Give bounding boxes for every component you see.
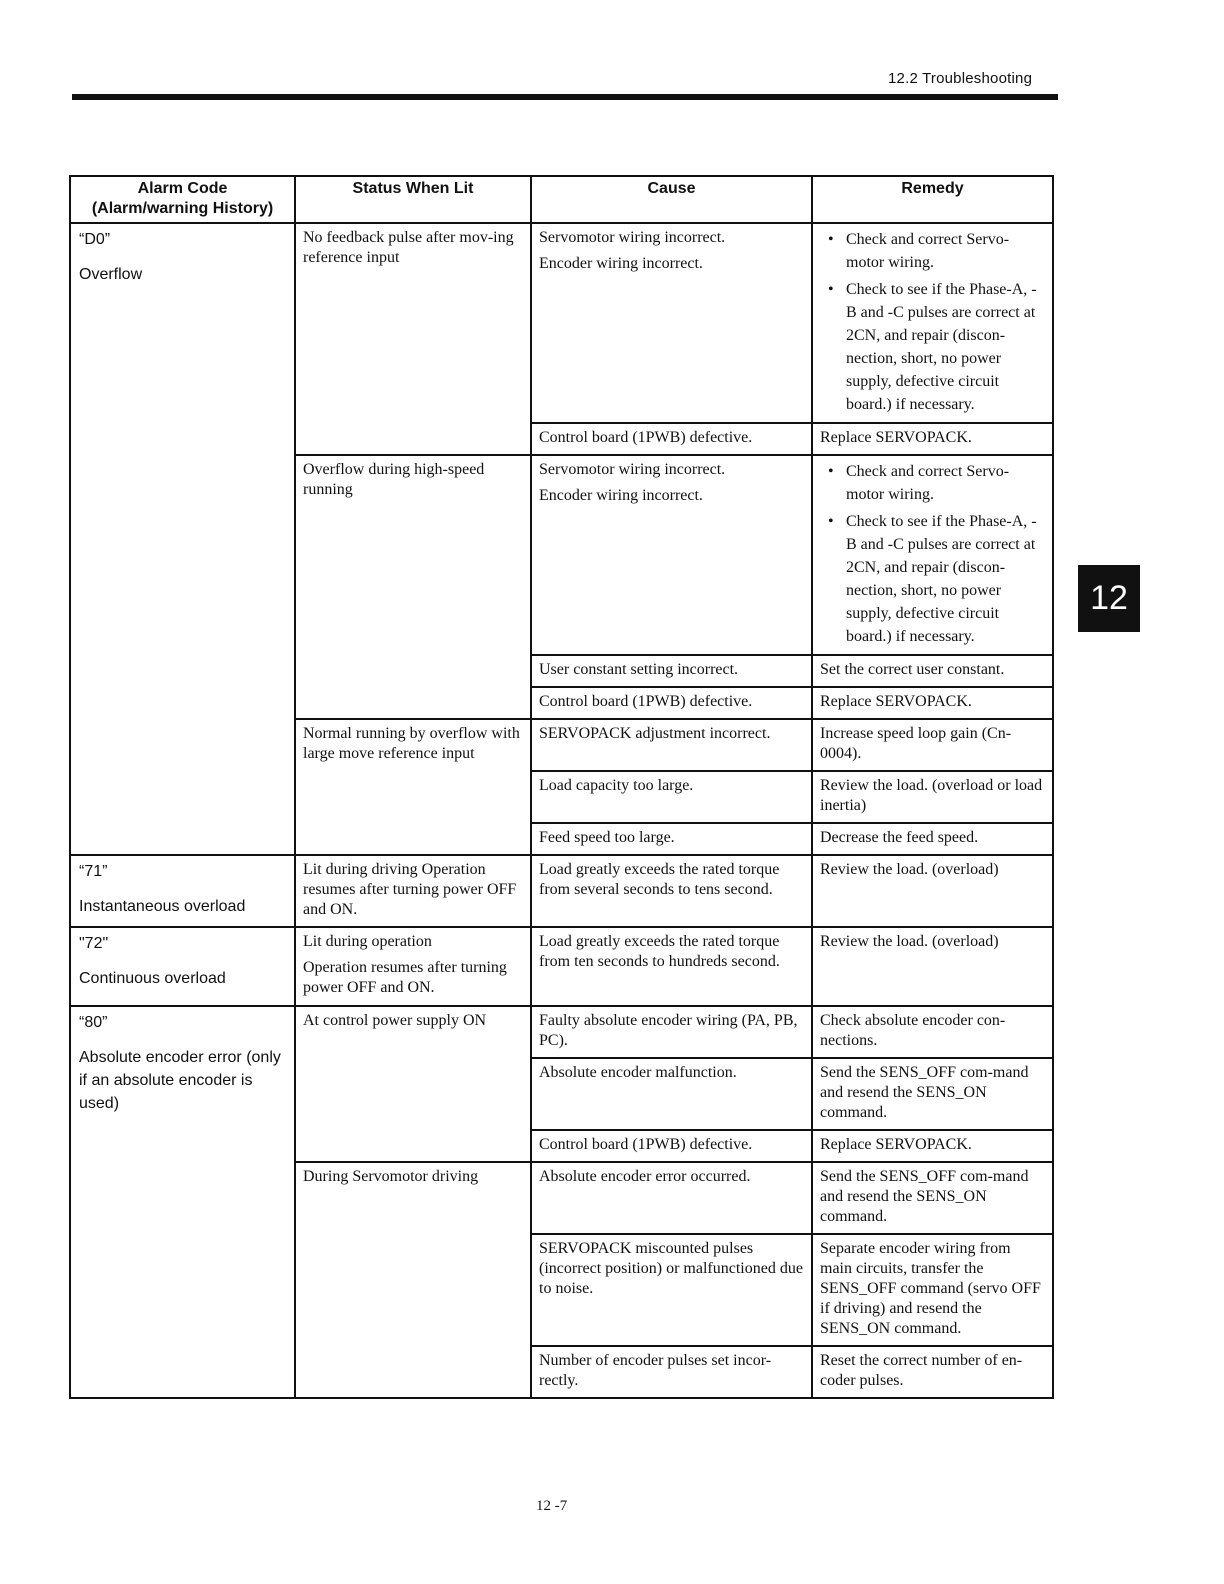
cause-line: Absolute encoder malfunction. xyxy=(539,1064,737,1081)
cause-cell xyxy=(531,855,812,927)
alarm-code: "72" xyxy=(79,935,109,952)
remedy-cell: Replace SERVOPACK. xyxy=(812,423,1053,455)
status-cell xyxy=(295,927,531,1006)
page-number: 12 -7 xyxy=(536,1498,568,1514)
cause-cell xyxy=(531,655,812,687)
remedy-cell: Replace SERVOPACK. xyxy=(812,687,1053,719)
cause-line: Number of encoder pulses set incor-rectly. xyxy=(539,1352,772,1389)
alarm-name: Absolute encoder error (only if an absolute encoder is used) xyxy=(79,1049,281,1112)
remedy-cell: Replace SERVOPACK. xyxy=(812,1130,1053,1162)
cause-line: User constant setting incorrect. xyxy=(539,661,739,678)
cause-cell xyxy=(531,1346,812,1398)
status-cell: Lit during driving Operation resumes after turning power OFF and ON. xyxy=(295,855,531,927)
cause-line: Encoder wiring incorrect. xyxy=(539,255,703,272)
alarm-cell xyxy=(70,1006,295,1398)
cause-line: Load greatly exceeds the rated torque from ten seconds to hundreds second. xyxy=(539,933,780,970)
alarm-cell xyxy=(70,927,295,1006)
status-cell: During Servomotor driving xyxy=(295,1162,531,1398)
remedy-cell: Check absolute encoder con-nections. xyxy=(812,1006,1053,1058)
cause-line: SERVOPACK adjustment incorrect. xyxy=(539,725,771,742)
section-header: 12.2 Troubleshooting xyxy=(888,70,1033,87)
remedy-cell xyxy=(812,223,1053,423)
cause-line: Absolute encoder error occurred. xyxy=(539,1168,751,1185)
alarm-name: Instantaneous overload xyxy=(79,898,246,915)
cause-line: SERVOPACK miscounted pulses (incorrect position) or malfunctioned due to noise. xyxy=(539,1240,803,1297)
alarm-cell xyxy=(70,855,295,927)
remedy-list xyxy=(820,228,1046,416)
alarm-name: Continuous overload xyxy=(79,970,226,987)
status-line: Operation resumes after turning power OFF and ON. xyxy=(303,959,507,996)
remedy-cell: Decrease the feed speed. xyxy=(812,823,1053,855)
cause-cell xyxy=(531,687,812,719)
cause-line: Servomotor wiring incorrect. xyxy=(539,229,726,246)
remedy-bullet: • Check to see if the Phase-A, -B and -C pulses are correct at 2CN, and repair (discon-nection, short, no power supply, defective circuit board.) if necessary. xyxy=(820,510,1046,648)
status-cell: Normal running by overflow with large move reference input xyxy=(295,719,531,855)
cause-cell xyxy=(531,1006,812,1058)
cause-line: Load greatly exceeds the rated torque from several seconds to tens second. xyxy=(539,861,780,898)
cause-column-header: Cause xyxy=(531,176,812,223)
chapter-tab: 12 xyxy=(1078,565,1140,632)
cause-cell xyxy=(531,719,812,771)
cause-line: Encoder wiring incorrect. xyxy=(539,487,703,504)
remedy-cell: Review the load. (overload or load inertia) xyxy=(812,771,1053,823)
table-row xyxy=(70,223,1053,423)
remedy-bullet: • Check to see if the Phase-A, -B and -C pulses are correct at 2CN, and repair (discon-nection, short, no power supply, defective circuit board.) if necessary. xyxy=(820,278,1046,416)
remedy-list xyxy=(820,460,1046,648)
remedy-cell: Increase speed loop gain (Cn-0004). xyxy=(812,719,1053,771)
alarm-code: “71” xyxy=(79,863,108,880)
cause-cell xyxy=(531,771,812,823)
remedy-bullet: • Check and correct Servo-motor wiring. xyxy=(820,228,1046,274)
status-cell: At control power supply ON xyxy=(295,1006,531,1162)
header-rule xyxy=(72,94,1058,100)
table-header-row xyxy=(70,176,1053,223)
status-cell: Overflow during high-speed running xyxy=(295,455,531,719)
remedy-bullet: • Check and correct Servo-motor wiring. xyxy=(820,460,1046,506)
alarm-name: Overflow xyxy=(79,266,143,283)
alarm-cell xyxy=(70,223,295,855)
cause-cell xyxy=(531,1234,812,1346)
status-column-header: Status When Lit xyxy=(295,176,531,223)
remedy-cell: Send the SENS_OFF com-mand and resend the SENS_ON command. xyxy=(812,1058,1053,1130)
remedy-column-header: Remedy xyxy=(812,176,1053,223)
cause-line: Servomotor wiring incorrect. xyxy=(539,461,726,478)
cause-cell xyxy=(531,455,812,655)
cause-cell xyxy=(531,1058,812,1130)
cause-line: Control board (1PWB) defective. xyxy=(539,429,753,446)
troubleshooting-table xyxy=(69,175,1054,1399)
remedy-cell: Reset the correct number of en-coder pulses. xyxy=(812,1346,1053,1398)
alarm-code: “D0” xyxy=(79,231,111,248)
cause-cell xyxy=(531,1130,812,1162)
cause-line: Load capacity too large. xyxy=(539,777,694,794)
table-row xyxy=(70,855,1053,927)
status-cell: No feedback pulse after mov-ing reference input xyxy=(295,223,531,455)
status-line: Lit during operation xyxy=(303,933,432,950)
remedy-cell: Review the load. (overload) xyxy=(812,927,1053,1006)
remedy-cell: Separate encoder wiring from main circuits, transfer the SENS_OFF command (servo OFF if driving) and resend the SENS_ON command. xyxy=(812,1234,1053,1346)
alarm-code: “80” xyxy=(79,1014,108,1031)
remedy-cell: Review the load. (overload) xyxy=(812,855,1053,927)
cause-cell xyxy=(531,823,812,855)
table-row xyxy=(70,927,1053,1006)
cause-cell xyxy=(531,927,812,1006)
alarm-code-column-header: Alarm Code (Alarm/warning History) xyxy=(70,176,295,223)
remedy-cell xyxy=(812,455,1053,655)
cause-cell xyxy=(531,423,812,455)
cause-cell xyxy=(531,1162,812,1234)
table-row xyxy=(70,1006,1053,1058)
cause-line: Faulty absolute encoder wiring (PA, PB, PC). xyxy=(539,1012,798,1049)
cause-line: Control board (1PWB) defective. xyxy=(539,693,753,710)
cause-cell xyxy=(531,223,812,423)
cause-line: Feed speed too large. xyxy=(539,829,675,846)
cause-line: Control board (1PWB) defective. xyxy=(539,1136,753,1153)
remedy-cell: Send the SENS_OFF com-mand and resend the SENS_ON command. xyxy=(812,1162,1053,1234)
remedy-cell: Set the correct user constant. xyxy=(812,655,1053,687)
